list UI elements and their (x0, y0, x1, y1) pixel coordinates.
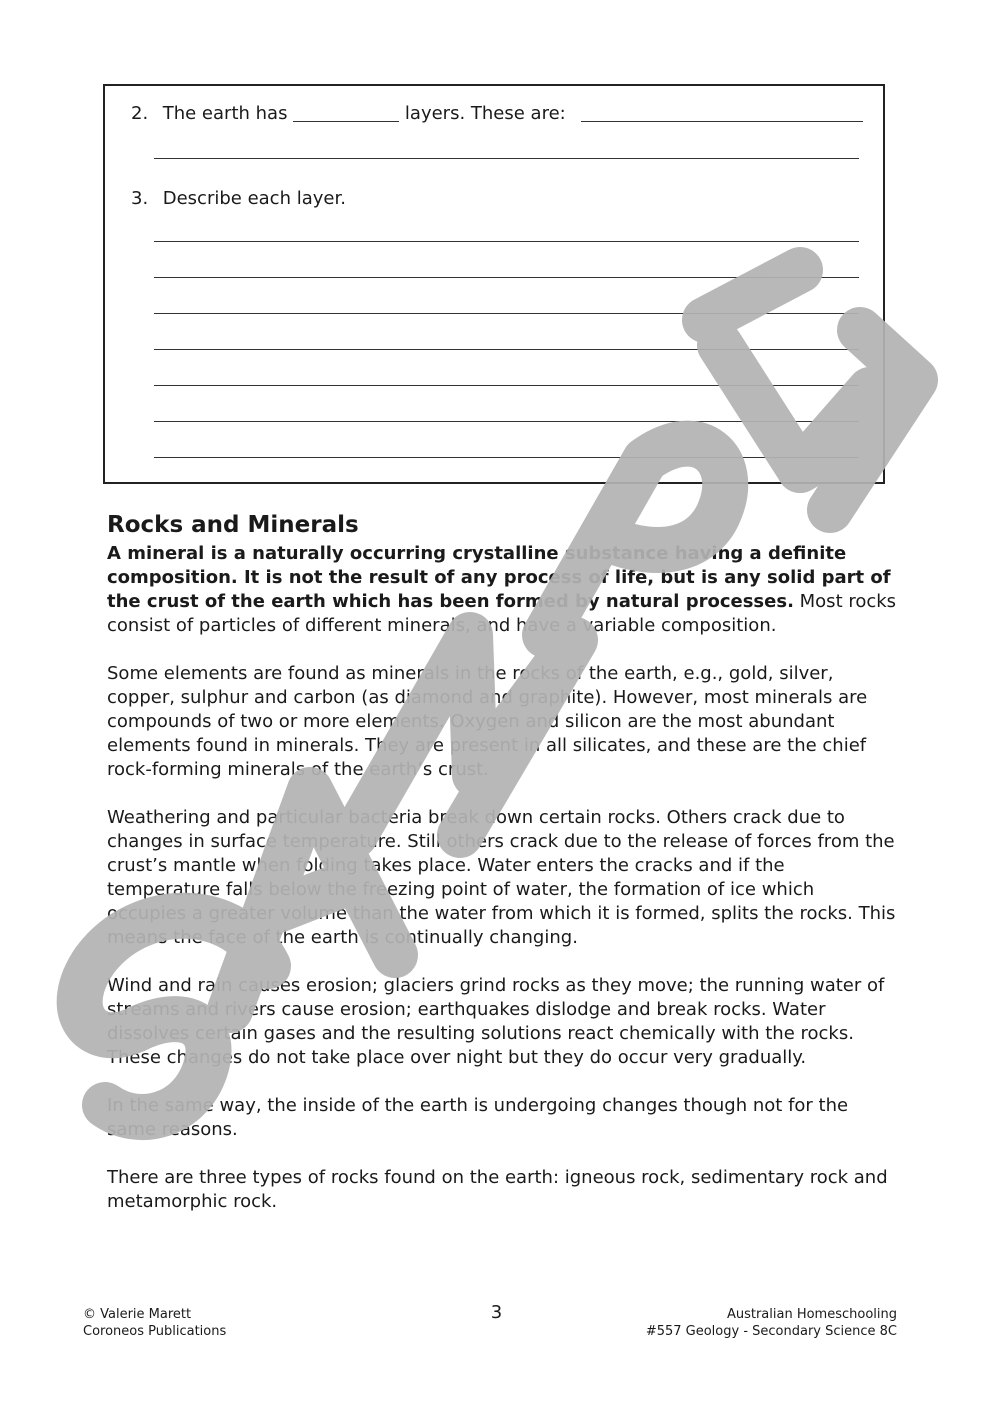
answer-line[interactable] (154, 385, 859, 386)
answer-line[interactable] (154, 313, 859, 314)
question-number: 2. (131, 103, 149, 124)
paragraph-erosion: Wind and rain causes erosion; glaciers grind rocks as they move; the running water of streams and rivers cause erosion; earthquakes dislodge and break rocks. Water dissolves certain gases and the resulting solutions react chemically with the rocks. These changes do not take place over night but they do occur very gradually. (107, 975, 885, 1068)
footer-series-name: Australian Homeschooling (726, 1307, 897, 1322)
paragraph-weathering: Weathering and particular bacteria break down certain rocks. Others crack due to changes in surface temperature. Still others crack due to the release of forces from the crust’s mantle when folding takes place. Water enters the cracks and if the temperature falls below the freezing point of water, the formation of ice which occupies a greater volume than the water from which it is formed, splits the rocks. This means the face of the earth is continually changing. (107, 807, 896, 948)
paragraph-mineral-definition (107, 542, 897, 638)
question-3 (131, 188, 346, 210)
question-2 (131, 103, 863, 125)
answer-line[interactable] (154, 277, 859, 278)
question-text: layers. These are: (404, 103, 566, 124)
answer-line[interactable] (154, 158, 859, 159)
question-number: 3. (131, 188, 149, 209)
footer-product-code: #557 Geology - Secondary Science 8C (645, 1324, 897, 1339)
question-text: Describe each layer. (162, 188, 346, 209)
page-number: 3 (490, 1302, 503, 1323)
answer-line[interactable] (154, 241, 859, 242)
footer-series (646, 1306, 897, 1340)
paragraph-inside-earth: In the same way, the inside of the earth is undergoing changes though not for the same reasons. (107, 1095, 849, 1140)
paragraph-elements: Some elements are found as minerals in the rocks of the earth, e.g., gold, silver, copper, sulphur and carbon (as diamond and graphite). However, most minerals are compounds of two or more elements. Oxygen and silicon are the most abundant elements found in minerals. They are present in all silicates, and these are the chief rock-forming minerals of the earth’s crust. (107, 663, 868, 780)
answer-line[interactable] (154, 421, 859, 422)
question-box (103, 84, 885, 484)
paragraph-rock-types: There are three types of rocks found on the earth: igneous rock, sedimentary rock and metamorphic rock. (107, 1167, 888, 1212)
footer-publisher: Coroneos Publications (83, 1324, 227, 1339)
bold-definition: A mineral is a naturally occurring crystalline substance having a definite composition. It is not the result of any process of life, but is any solid part of the crust of the earth which has been formed by natural processes. (107, 543, 891, 612)
answer-blank-layers-list[interactable] (581, 120, 863, 122)
section-content (107, 508, 897, 1238)
answer-line[interactable] (154, 457, 859, 458)
paragraph-text: Most rocks consist of particles of different minerals, and have a variable composition. (107, 591, 897, 636)
answer-blank-layers[interactable] (293, 120, 399, 122)
footer-author: © Valerie Marett (83, 1307, 192, 1322)
section-heading: Rocks and Minerals (107, 512, 359, 538)
question-text: The earth has (162, 103, 288, 124)
answer-line[interactable] (154, 349, 859, 350)
